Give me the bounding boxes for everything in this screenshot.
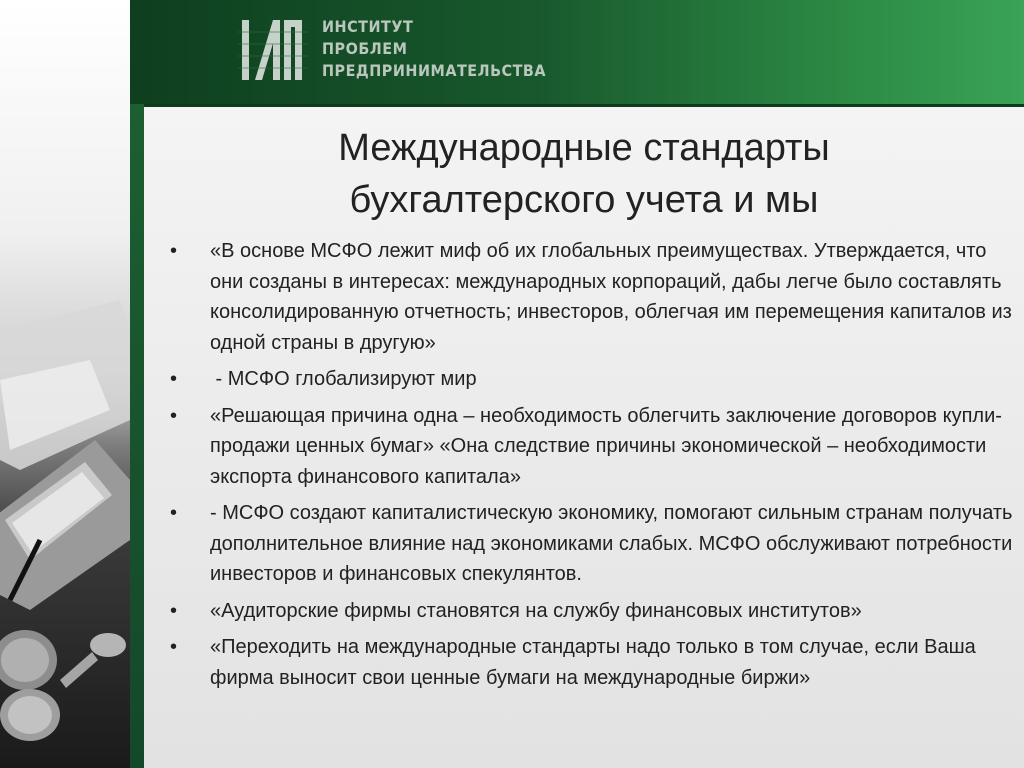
coin-shape	[8, 696, 52, 734]
bullet-dot: •	[170, 636, 178, 658]
bullet-text: - МСФО создают капиталистическую экономику, помогают сильным странам получать дополнительное влияние над экономиками слабых. МСФО обслуживают потребности инвесторов и финансовых спекулянтов.	[210, 502, 1013, 585]
logo-line: ПРОБЛЕМ	[322, 39, 408, 58]
office-items-illustration	[0, 0, 130, 768]
bullet-item	[160, 364, 1020, 395]
bullet-dot: •	[170, 404, 178, 427]
bullet-item	[160, 596, 1020, 627]
bullet-item	[160, 498, 1020, 590]
bullet-dot: •	[170, 502, 178, 524]
bullet-item	[160, 236, 1020, 358]
key-shape	[60, 633, 126, 688]
bullet-text: - МСФО глобализируют мир	[210, 368, 477, 390]
bullet-text: «Аудиторские фирмы становятся на службу финансовых институтов»	[210, 599, 862, 622]
slide-title	[144, 122, 1024, 226]
bullet-dot: •	[170, 368, 178, 390]
bullet-dot: •	[170, 599, 178, 622]
logo-wordmark	[322, 16, 546, 82]
decorative-photo-strip	[0, 0, 130, 768]
bullet-text: «В основе МСФО лежит миф об их глобальных преимуществах. Утверждается, что они созданы в интересах: международных корпораций, дабы легче было составлять консолидированную отчетность; инвесторов, облегчая им перемещения капиталов из одной страны в другую»	[210, 240, 1012, 354]
logo-line: ПРЕДПРИНИМАТЕЛЬСТВА	[322, 61, 547, 80]
logo-line: ИНСТИТУТ	[322, 17, 414, 36]
slide-title-line: бухгалтерского учета и мы	[349, 179, 819, 221]
coin-shape	[1, 638, 49, 682]
bullet-dot: •	[170, 240, 178, 262]
green-side-bar	[130, 104, 144, 768]
slide-title-line: Международные стандарты	[338, 127, 830, 169]
ipp-logo-icon	[238, 12, 308, 88]
bullet-item	[160, 401, 1020, 493]
bullet-list	[160, 236, 1020, 699]
bullet-text: «Решающая причина одна – необходимость облегчить заключение договоров купли-продажи ценных бумаг» «Она следствие причины экономической – необходимости экспорта финансового капитала»	[210, 404, 1002, 488]
bullet-text: «Переходить на международные стандарты надо только в том случае, если Ваша фирма выносит свои ценные бумаги на международные биржи»	[210, 636, 976, 689]
bullet-item	[160, 632, 1020, 693]
